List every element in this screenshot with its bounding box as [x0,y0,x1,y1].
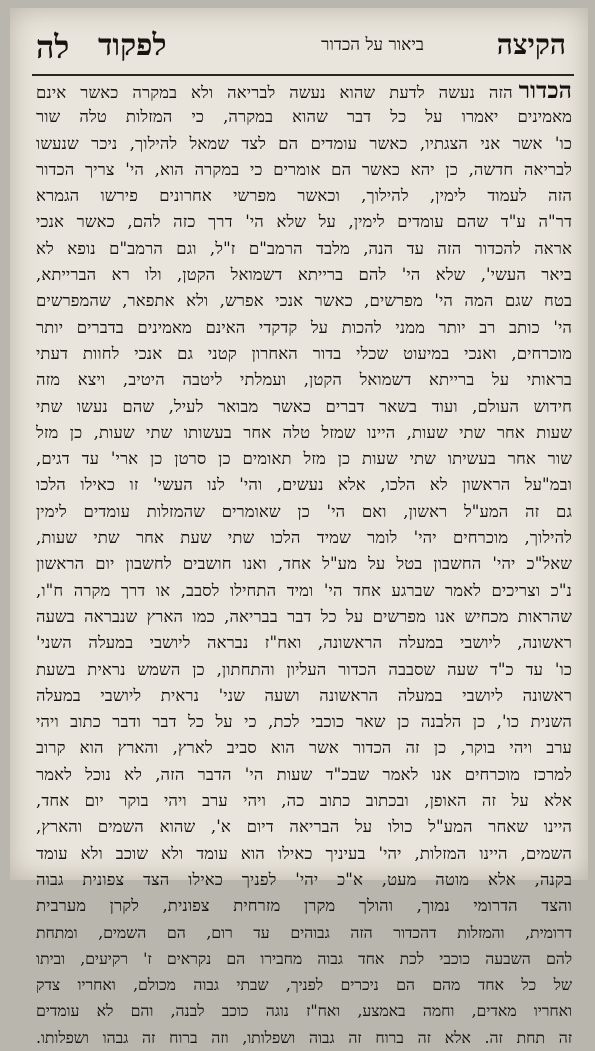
text-line: זה תחת זה. אלא זה ברוח זה גבוה ושפלותו, וזה ברוח זה גבהו ושפלותו. [36,1027,572,1047]
text-line: ערב ויהי בוקר, כן זה הכדור אשר הוא סביב לארץ, והארץ הוא קרוב [36,738,572,758]
text-line: השנית כו', כן הלבנה כן שאר כוכבי לכת, כי על כל דבר ודבר כתוב ויהי [36,712,572,732]
text-line: השמים, היינו המזלות, יהי' בעיניך כאילו הוא עומד ולא שוכב ולא עומד [36,843,572,863]
text-line: בקנה, אלא מוטה מעט, א"כ יהי' לפניך כאילו הצד צפונית גבוה [36,869,572,889]
text-line: ביאר העשי', שלא הי' להם ברייתא דשמואל הקטן, ולו רא הברייתא, [36,265,572,285]
text-line: להילוך, מוכרחים יהי' לומר שמיד הלכו שתי שעת אחר שתי שעות, [36,528,572,548]
page-number: לה [36,28,70,66]
text-line: נ"כ וצריכים לאמר שברגע אחד הי' ומיד התחילו לסבב, או דרך מקרה ח"ו, [36,580,572,600]
section-title: הקיצה [496,28,566,61]
text-line: לבריאה חדשה, כן יהא כאשר הם אומרים כי במקרה הוא, הי' צריך הכדור [36,159,572,179]
text-line: גם זה המע"ל ראשון, ואם הי' כן שאומרים שהמזלות עומדים לימין [36,501,572,521]
text-line: ובמ"על הראשון לא הלכו, אלא נעשים, והי' לנו העשי' זו כאילו הלכו [36,475,572,495]
text-line: שהראות מכחיש אנו מפרשים על כל דבר בבריאה, כמו הארץ שנבראה בשעה [36,606,572,626]
text-line: מאמינים יאמרו על כל דבר שהוא במקרה, כי המזלות טלה שור [36,107,572,127]
text-line: ראשונה ליושבי במעלה הראשונה ושעה שני' נראית ליושבי במעלה [36,685,572,705]
running-header [32,22,574,76]
book-title: לפקוד [98,28,167,63]
text-line: בטח שגם המה הי' מפרשים, כאשר אנכי אפרש, ולא אתפאר, שהמפרשים [36,291,572,311]
main-text [36,78,572,1051]
text-line: מוכרחים, ואנכי במיעוט שכלי בדור האחרון קטני גם אנכי לחוות דעתי [36,343,572,363]
running-subtitle: ביאור על הכדור [321,35,424,55]
text-line: שאל"כ יהי' החשבון בטל על מע"ל אחד, ואנו חושבים לחשבון יום הראשון [36,554,572,574]
text-line: היינו שאחר המע"ל כולו על הבריאה דיום א', שהוא השמים והארץ, [36,817,572,837]
text-line: בראותי על ברייתא דשמואל הקטן, ועמלתי ליטבה היטיב, ויצא מזה [36,370,572,390]
text-line: כו' אשר אני הצגתיו, כאשר עומדים הם לצד שמאל להילוך, ניכר שנעשו [36,133,572,153]
first-line-text: הזה נעשה לדעת שהוא נעשה לבריאה ולא במקרה כאשר אינם [36,83,513,102]
text-line: ואחריו מאדים, וחמה באמצע, ואח"ז נוגה כוכב לבנה, והם לא עומדים [36,1001,572,1021]
text-line: אלא על זה האופן, ובכתוב כתוב כה, ויהי ערב ויהי בוקר יום אחד, [36,791,572,811]
text-line: דר"ה ע"ד שהם עומדים לימין, על שלא הי' דרך כזה להם, כאשר אנכי [36,212,572,232]
text-line: שעות אחר שתי שעות, היינו שמזל טלה אחר בעשותו שתי שעות, כן מזל [36,422,572,442]
opening-word: הכדור [518,78,572,104]
book-page [10,8,588,1047]
text-line: אראה להכדור הזה עד הנה, מלבד הרמב"ם ז"ל, וגם הרמב"ם נופא לא [36,238,572,258]
text-line: כו' עד כ"ד שעה שסבבה הכדור העליון והתחתון, כן השמש נראית בשעת [36,659,572,679]
text-line: להם השבעה כוכבי לכת אחד גבוה מחבירו הם נקראים ז' רקיעים, וביתו [36,948,572,968]
text-line: והצד הדרומי נמוך, והולך מקרן מזרחית צפונית, לקרן מערבית [36,896,572,916]
text-line [36,78,572,104]
text-line: הי' כותב רב יותר ממני להכות על קדקדי האינם מאמינים בדברים יותר [36,317,572,337]
text-line: של כל אחד מהם הם ניכרים לפניך, שבתי גבוה מכולם, ואחריו צדק [36,975,572,995]
text-line: ראשונה, ליושבי במעלה הראשונה, ואח"ז נבראה ליושבי במעלה השני' [36,633,572,653]
text-line: למרכז מוכרחים אנו לאמר שבכ"ד שעות הי' הדבר הזה, לא נוכל לאמר [36,764,572,784]
text-line: הזה לעמוד לימין, להילוך, וכאשר מפרשי אחרונים פירשו הגמרא [36,186,572,206]
text-line: שור אחר בעשיתו שתי שעות כן מזל תאומים כן סרטן כן ארי' עד דגים, [36,449,572,469]
text-line: דרומית, והמזלות דהכדור הזה גבוהים עד רום, הם השמים, ומתחת [36,922,572,942]
text-line: חידוש העולם, ועוד בשאר דברים כאשר מבואר לעיל, שהם נעשו שתי [36,396,572,416]
